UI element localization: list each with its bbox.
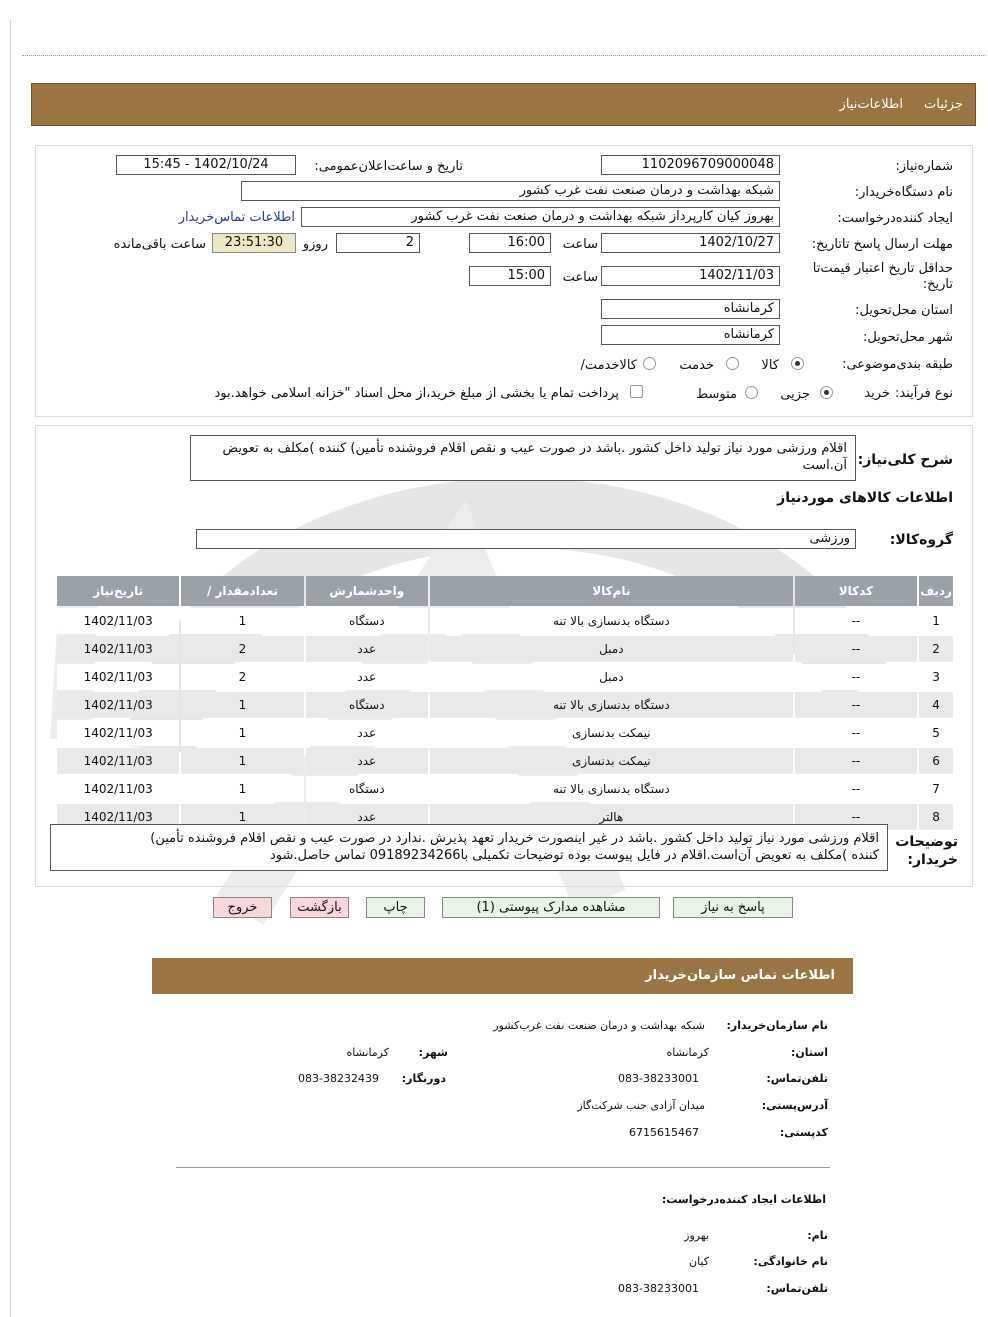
cell-date: 1402/11/03 xyxy=(57,776,179,802)
cell-unit: دستگاه xyxy=(306,692,428,718)
days-field: 2 xyxy=(336,233,420,253)
left-border-line xyxy=(10,20,11,1317)
cell-code: -- xyxy=(795,804,917,830)
contact-divider xyxy=(176,1167,830,1168)
contact-province-label: استان: xyxy=(791,1046,828,1059)
cell-row-number: 6 xyxy=(919,748,953,774)
reply-deadline-label: مهلت ارسال پاسخ تا‌تاریخ: xyxy=(811,237,953,252)
contact-address-label: آدرس‌پستی: xyxy=(761,1099,828,1112)
table-row xyxy=(57,692,953,718)
cell-date: 1402/11/03 xyxy=(57,608,179,634)
buyer-notes-box xyxy=(50,824,888,871)
province-field: کرمانشاه xyxy=(601,299,780,319)
table-row xyxy=(57,608,953,634)
back-button[interactable]: بازگشت xyxy=(290,897,349,918)
contact-city-value: کرمانشاه xyxy=(346,1046,389,1059)
table-header-row xyxy=(57,576,953,606)
cell-quantity: 1 xyxy=(181,804,303,830)
cell-unit: دستگاه xyxy=(306,608,428,634)
process-label: نوع فرآیند: xyxy=(895,386,953,401)
table-row xyxy=(57,664,953,690)
city-field: کرمانشاه xyxy=(601,325,780,345)
contact-fax-value: 083-38232439 xyxy=(298,1072,379,1085)
cell-date: 1402/11/03 xyxy=(57,692,179,718)
creator-info-title: اطلاعات ایجاد کننده‌درخواست: xyxy=(661,1193,826,1206)
creator-phone-value: 083-38233001 xyxy=(618,1282,699,1295)
cell-name: دستگاه بدنسازی بالا تنه xyxy=(430,692,793,718)
province-label: استان محل‌تحویل: xyxy=(855,303,953,318)
price-date-field: 1402/11/03 xyxy=(601,266,780,286)
col-header-code: کدکالا xyxy=(795,576,917,606)
category-goods-service-label: کالا‌خدمت/ xyxy=(580,358,637,373)
contact-phone-value: 083-38233001 xyxy=(618,1072,699,1085)
buyer-contact-header xyxy=(152,958,853,994)
cell-row-number: 3 xyxy=(919,664,953,690)
buyer-org-label: نام دستگاه‌خریدار: xyxy=(854,185,953,200)
cell-row-number: 8 xyxy=(919,804,953,830)
cell-name: دستگاه بدنسازی بالا تنه xyxy=(430,776,793,802)
reply-button[interactable]: پاسخ به نیاز xyxy=(673,897,793,918)
cell-quantity: 2 xyxy=(181,664,303,690)
tab-details[interactable]: جزئیات xyxy=(924,97,963,112)
cell-quantity: 1 xyxy=(181,608,303,634)
cell-code: -- xyxy=(795,636,917,662)
days-label: روزو xyxy=(302,237,328,252)
creator-field: بهروز کیان کارپرداز شبکه بهداشت و درمان صنعت نفت غرب کشور xyxy=(301,207,780,227)
table-row xyxy=(57,720,953,746)
process-minor-label: جزیی xyxy=(780,387,810,402)
goods-table xyxy=(55,574,955,832)
cell-unit: عدد xyxy=(306,804,428,830)
col-header-date: تاریخ‌نیاز xyxy=(57,576,179,606)
view-attachments-button[interactable]: مشاهده مدارک پیوستی (1) xyxy=(442,897,660,918)
cell-row-number: 5 xyxy=(919,720,953,746)
cell-unit: دستگاه xyxy=(306,776,428,802)
cell-row-number: 2 xyxy=(919,636,953,662)
need-number-label: شماره‌نیاز: xyxy=(895,159,953,174)
treasury-payment-note: پرداخت تمام یا بخشی از مبلغ خرید،از محل اسناد "خزانه اسلامی خواهد.بود xyxy=(214,386,619,401)
col-header-quantity: تعدادمقدار / xyxy=(181,576,303,606)
category-service-radio[interactable] xyxy=(726,357,739,370)
cell-date: 1402/11/03 xyxy=(57,664,179,690)
cell-unit: عدد xyxy=(306,748,428,774)
city-label: شهر محل‌تحویل: xyxy=(863,330,953,345)
cell-quantity: 1 xyxy=(181,692,303,718)
category-goods-radio[interactable] xyxy=(791,357,804,370)
top-divider xyxy=(22,55,986,56)
cell-row-number: 7 xyxy=(919,776,953,802)
contact-address-value: میدان آزادی جنب شرکت‌گاز xyxy=(577,1099,705,1112)
contact-fax-label: دورنگار: xyxy=(401,1072,446,1085)
cell-unit: عدد xyxy=(306,664,428,690)
cell-date: 1402/11/03 xyxy=(57,748,179,774)
reply-time-label: ساعت xyxy=(562,237,598,252)
process-medium-label: متوسط xyxy=(696,387,737,402)
cell-code: -- xyxy=(795,720,917,746)
cell-name: دمبل xyxy=(430,664,793,690)
cell-row-number: 4 xyxy=(919,692,953,718)
print-button[interactable]: چاپ xyxy=(366,897,425,918)
need-number-field: 1102096709000048 xyxy=(601,155,780,175)
description-label: شرح کلی‌نیاز: xyxy=(857,452,953,468)
cell-code: -- xyxy=(795,664,917,690)
cell-quantity: 2 xyxy=(181,636,303,662)
goods-info-title: اطلاعات کالاهای موردنیاز xyxy=(777,490,953,506)
cell-code: -- xyxy=(795,692,917,718)
treasury-payment-checkbox[interactable] xyxy=(630,385,643,398)
contact-phone-label: تلفن‌تماس: xyxy=(766,1072,828,1085)
goods-group-field: ورزشی xyxy=(196,529,856,549)
cell-name: نیمکت بدنسازی xyxy=(430,720,793,746)
announce-field: 1402/10/24 - 15:45 xyxy=(116,155,296,175)
contact-postal-value: 6715615467 xyxy=(629,1126,699,1139)
process-minor-radio[interactable] xyxy=(820,386,833,399)
org-name-value: شبکه بهداشت و درمان صنعت نفت غرب‌کشور xyxy=(493,1019,705,1032)
col-header-name: نام‌کالا xyxy=(430,576,793,606)
exit-button[interactable]: خروج xyxy=(213,897,272,918)
remaining-time-field: 23:51:30 xyxy=(212,233,296,253)
cell-name: دستگاه بدنسازی بالا تنه xyxy=(430,608,793,634)
cell-unit: عدد xyxy=(306,720,428,746)
creator-phone-label: تلفن‌تماس: xyxy=(766,1282,828,1295)
contact-city-label: شهر: xyxy=(418,1046,448,1059)
cell-unit: عدد xyxy=(306,636,428,662)
contact-province-value: کرمانشاه xyxy=(666,1046,709,1059)
creator-family-label: نام خانوادگی: xyxy=(753,1255,828,1268)
table-row xyxy=(57,636,953,662)
cell-code: -- xyxy=(795,748,917,774)
remaining-label: ساعت باقی‌مانده xyxy=(113,237,206,252)
buyer-notes-label: توضیحات خریدار: xyxy=(895,834,958,868)
col-header-row-number: ردیف xyxy=(919,576,953,606)
table-row xyxy=(57,748,953,774)
cell-quantity: 1 xyxy=(181,720,303,746)
creator-family-value: کیان xyxy=(689,1255,709,1268)
process-buy-label: خرید xyxy=(864,386,890,401)
col-header-unit: واحدشمارش xyxy=(306,576,428,606)
category-goods-label: کالا xyxy=(761,358,779,373)
price-validity-label: حداقل تاریخ اعتبار قیمت‌تا تاریخ: xyxy=(812,261,953,292)
cell-quantity: 1 xyxy=(181,776,303,802)
cell-code: -- xyxy=(795,776,917,802)
reply-time-field: 16:00 xyxy=(469,233,551,253)
buyer-notes-line2: کننده )مکلف به تعویض آن‌است.اقلام در فایل پیوست بوده توضیحات تکمیلی با09189234266 تماس حاصل.شود xyxy=(269,848,879,863)
table-row xyxy=(57,776,953,802)
buyer-org-field: شبکه بهداشت و درمان صنعت نفت غرب کشور xyxy=(241,181,780,201)
cell-quantity: 1 xyxy=(181,748,303,774)
cell-row-number: 1 xyxy=(919,608,953,634)
buyer-contact-title: اطلاعات تماس سازمان‌خریدار xyxy=(645,968,835,983)
goods-group-label: گروه‌کالا: xyxy=(889,532,953,548)
reply-date-field: 1402/10/27 xyxy=(601,233,780,253)
cell-name: هالتر xyxy=(430,804,793,830)
creator-name-value: بهروز xyxy=(684,1229,709,1242)
tab-need-info[interactable]: اطلاعات‌نیاز xyxy=(839,97,903,112)
cell-code: -- xyxy=(795,608,917,634)
contact-postal-label: کد‌پستی: xyxy=(779,1126,828,1139)
price-time-label: ساعت xyxy=(562,270,598,285)
creator-name-label: نام: xyxy=(807,1229,828,1242)
cell-name: نیمکت بدنسازی xyxy=(430,748,793,774)
buyer-contact-link[interactable]: اطلاعات تماس‌خریدار xyxy=(178,210,295,225)
cell-name: دمبل xyxy=(430,636,793,662)
description-text: اقلام ورزشی مورد نیاز تولید داخل کشور .باشد در صورت عیب و نقص اقلام فروشنده تأمین) کننده )مکلف به تعویض آن.است xyxy=(190,435,856,481)
category-goods-service-radio[interactable] xyxy=(643,357,656,370)
cell-date: 1402/11/03 xyxy=(57,804,179,830)
category-label: طبقه بندی‌موضوعی: xyxy=(842,357,953,372)
cell-date: 1402/11/03 xyxy=(57,636,179,662)
cell-date: 1402/11/03 xyxy=(57,720,179,746)
org-name-label: نام سازمان‌خریدار: xyxy=(726,1019,828,1032)
header-bar xyxy=(31,83,976,126)
buyer-notes-line1: اقلام ورزشی مورد نیاز تولید داخل کشور .باشد در غیر اینصورت خریدار تعهد پذیرش .ندارد در صورت عیب و نقص اقلام فروشنده تأمین) xyxy=(150,831,879,846)
announce-label: تاریخ و ساعت‌اعلان‌عمومی: xyxy=(314,159,463,174)
process-medium-radio[interactable] xyxy=(745,386,758,399)
price-time-field: 15:00 xyxy=(469,266,551,286)
creator-label: ایجاد کننده‌درخواست: xyxy=(837,211,953,226)
category-service-label: خدمت xyxy=(679,358,714,373)
